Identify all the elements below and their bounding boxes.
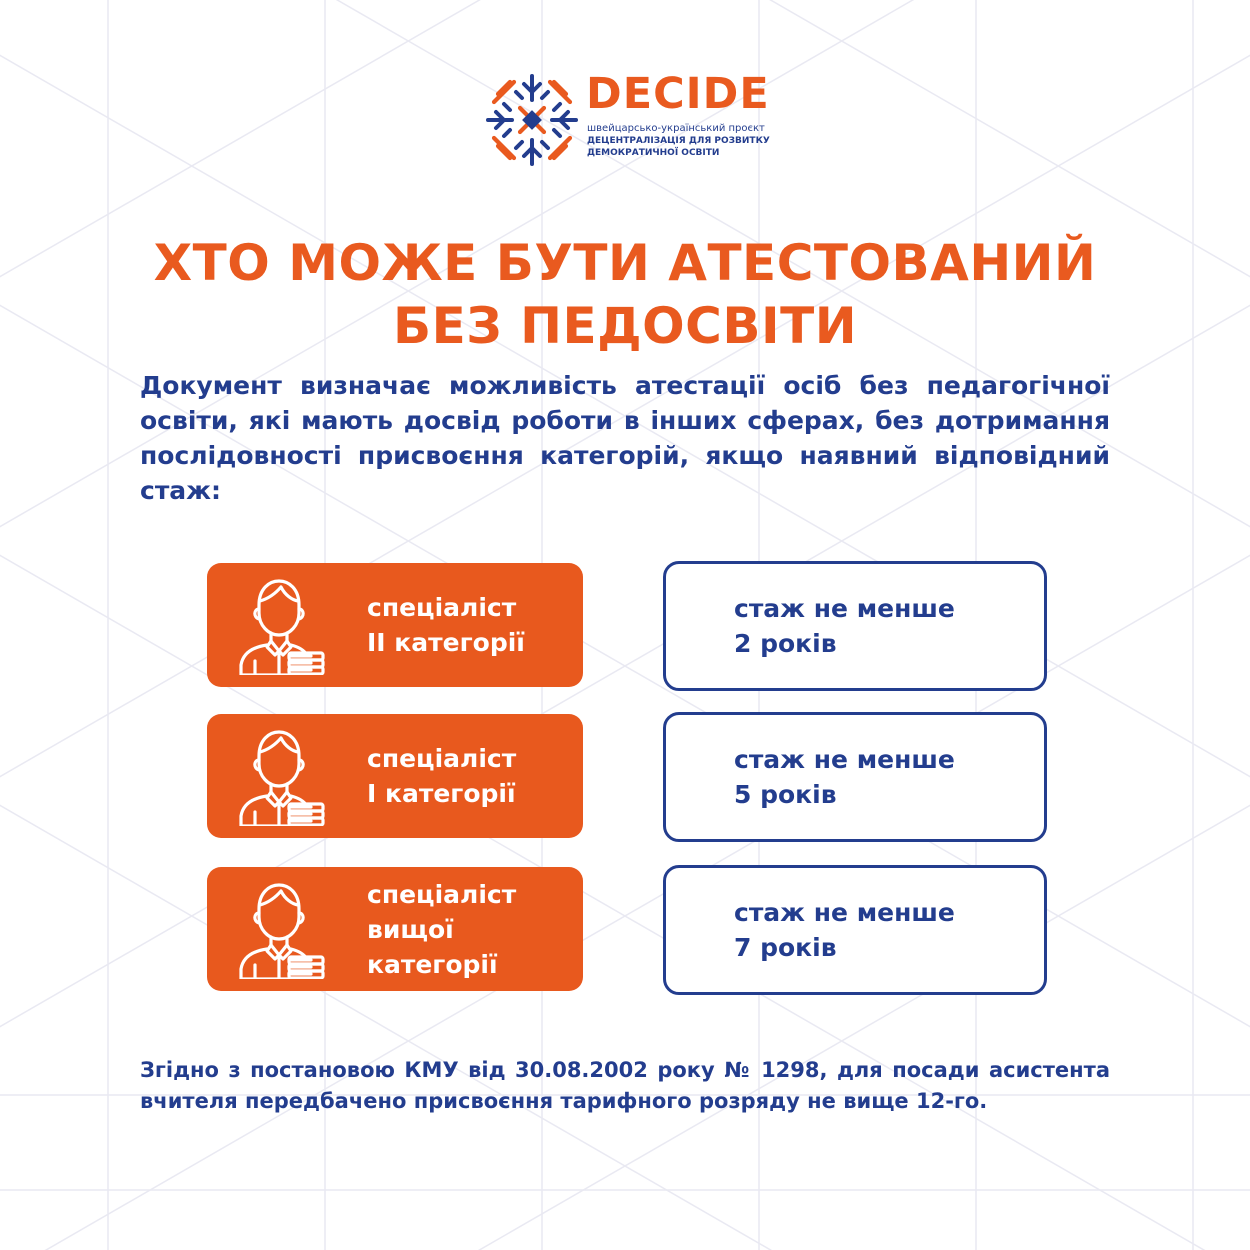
category-row [207,561,1047,689]
experience-label-line: стаж не менше [734,594,955,623]
page-title-line2: БЕЗ ПЕДОСВІТИ [392,297,858,355]
teacher-with-books-icon [229,879,329,979]
category-label-line: І категорії [367,779,516,808]
category-card [207,867,583,991]
experience-label-line: 2 років [734,629,837,658]
category-card [207,563,583,687]
category-label [367,714,577,838]
category-label [367,867,577,991]
category-label-line: спеціаліст [367,593,517,622]
brand-subtitle-line3: ДЕМОКРАТИЧНОЇ ОСВІТИ [587,148,720,158]
experience-label [734,715,1034,839]
category-label-line: ІІ категорії [367,628,525,657]
experience-label-line: 7 років [734,933,837,962]
brand-subtitle [587,123,777,159]
category-label-line: спеціаліст [367,879,517,909]
brand-subtitle-line2: ДЕЦЕНТРАЛІЗАЦІЯ ДЛЯ РОЗВИТКУ [587,136,770,146]
category-label-line: категорії [367,949,498,979]
category-label-line: вищої [367,914,454,944]
category-card [207,714,583,838]
experience-label [734,868,1034,992]
experience-card [663,865,1047,995]
decide-logo [486,69,776,166]
brand-name: DECIDE [586,69,770,119]
experience-card [663,561,1047,691]
footnote-paragraph: Згідно з постановою КМУ від 30.08.2002 року № 1298, для посади асистента вчителя передбачено присвоєння тарифного розряду не вище 12-го. [140,1058,1110,1113]
brand-subtitle-line1: швейцарсько-український проєкт [587,123,765,134]
experience-label-line: стаж не менше [734,898,955,927]
category-label-line: спеціаліст [367,744,517,773]
category-row [207,712,1047,840]
snowflake-logo-icon [486,74,578,166]
intro-paragraph: Документ визначає можливість атестації осіб без педагогічної освіти, які мають досвід роботи в інших сферах, без дотримання послідовності присвоєння категорій, якщо наявний відповідний стаж: [140,371,1110,505]
page-title-line1: ХТО МОЖЕ БУТИ АТЕСТОВАНИЙ [153,234,1097,292]
teacher-with-books-icon [229,726,329,826]
page-title [100,232,1150,358]
experience-label [734,564,1034,688]
category-label [367,563,577,687]
experience-card [663,712,1047,842]
experience-label-line: 5 років [734,780,837,809]
experience-label-line: стаж не менше [734,745,955,774]
teacher-with-books-icon [229,575,329,675]
category-row [207,865,1047,993]
